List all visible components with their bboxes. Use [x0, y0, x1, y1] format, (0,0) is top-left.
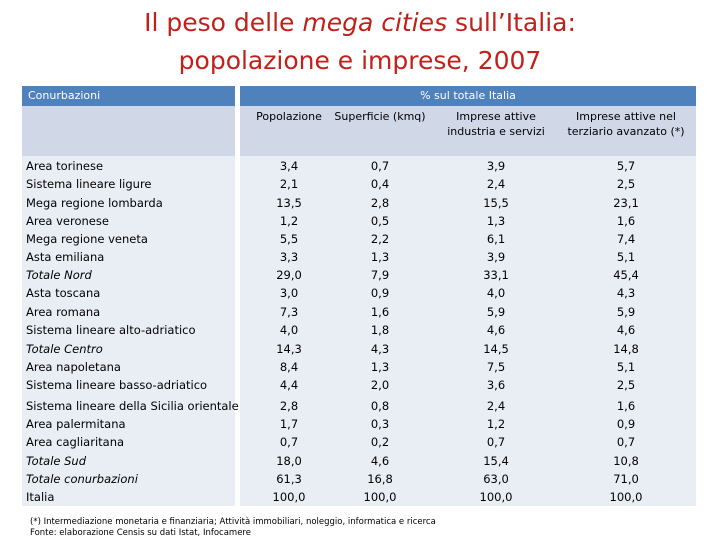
header-conurbazioni: Conurbazioni — [22, 86, 235, 106]
title-line-1 — [0, 4, 720, 42]
subheader-left-cell — [22, 106, 235, 156]
row-value-1: 100,0 — [272, 490, 306, 504]
row-value-4: 1,6 — [616, 399, 636, 413]
row-value-4: 5,1 — [616, 360, 636, 374]
row-value-1: 4,0 — [279, 323, 299, 337]
row-name: Sistema lineare alto-adriatico — [26, 323, 196, 337]
row-value-4: 5,7 — [616, 159, 636, 173]
column-header-terziario: Imprese attive nel terziario avanzato (*) — [567, 110, 685, 138]
row-value-3: 3,6 — [486, 378, 506, 392]
column-header-popolazione: Popolazione — [256, 110, 322, 123]
row-value-4: 0,9 — [616, 417, 636, 431]
row-value-4: 0,7 — [616, 435, 636, 449]
row-value-2: 1,8 — [370, 323, 390, 337]
row-value-2: 0,7 — [370, 159, 390, 173]
row-value-2: 7,9 — [370, 268, 390, 282]
row-value-3: 5,9 — [486, 305, 506, 319]
row-value-2: 1,6 — [370, 305, 390, 319]
row-value-4: 1,6 — [616, 214, 636, 228]
title-line-2: popolazione e imprese, 2007 — [178, 46, 542, 75]
footer-note: (*) Intermediazione monetaria e finanziaria; Attività immobiliari, noleggio, informatica e ricerca — [30, 517, 436, 527]
row-value-3: 7,5 — [486, 360, 506, 374]
row-value-2: 1,3 — [370, 360, 390, 374]
row-value-4: 4,6 — [616, 323, 636, 337]
page-title — [0, 4, 720, 80]
row-value-2: 16,8 — [367, 472, 393, 486]
row-value-3: 0,7 — [486, 435, 506, 449]
row-value-1: 2,1 — [279, 177, 299, 191]
row-value-4: 5,1 — [616, 250, 636, 264]
row-value-3: 6,1 — [486, 232, 506, 246]
column-header-superficie: Superficie (kmq) — [334, 110, 426, 123]
title-text-start: Il peso delle — [144, 8, 303, 37]
row-value-2: 0,4 — [370, 177, 390, 191]
row-name: Sistema lineare basso-adriatico — [26, 378, 208, 392]
row-value-4: 14,8 — [613, 342, 639, 356]
row-value-3: 15,4 — [483, 454, 509, 468]
row-value-2: 0,8 — [370, 399, 390, 413]
row-value-3: 33,1 — [483, 268, 509, 282]
title-text-end: sull’Italia: — [447, 8, 576, 37]
row-value-3: 4,6 — [486, 323, 506, 337]
row-value-4: 10,8 — [613, 454, 639, 468]
row-value-2: 2,8 — [370, 196, 390, 210]
row-value-1: 14,3 — [276, 342, 302, 356]
row-value-3: 2,4 — [486, 177, 506, 191]
row-name: Sistema lineare della Sicilia orientale — [26, 399, 239, 413]
row-name: Sistema lineare ligure — [26, 177, 152, 191]
row-value-2: 1,3 — [370, 250, 390, 264]
row-value-1: 2,8 — [279, 399, 299, 413]
row-value-3: 3,9 — [486, 159, 506, 173]
row-value-3: 2,4 — [486, 399, 506, 413]
row-name: Totale Sud — [26, 454, 87, 468]
row-name: Area veronese — [26, 214, 109, 228]
row-name: Mega regione lombarda — [26, 196, 163, 210]
row-value-2: 0,2 — [370, 435, 390, 449]
row-value-1: 13,5 — [276, 196, 302, 210]
row-value-1: 61,3 — [276, 472, 302, 486]
row-name: Italia — [26, 490, 55, 504]
row-value-2: 0,5 — [370, 214, 390, 228]
row-value-4: 2,5 — [616, 378, 636, 392]
title-text-italic: mega cities — [302, 8, 448, 37]
row-value-3: 4,0 — [486, 286, 506, 300]
row-name: Area cagliaritana — [26, 435, 125, 449]
row-value-2: 2,0 — [370, 378, 390, 392]
row-value-1: 8,4 — [279, 360, 299, 374]
row-name: Totale Nord — [26, 268, 92, 282]
row-value-2: 0,3 — [370, 417, 390, 431]
row-value-3: 1,2 — [486, 417, 506, 431]
row-value-1: 1,7 — [279, 417, 299, 431]
row-name: Asta emiliana — [26, 250, 105, 264]
row-value-2: 100,0 — [363, 490, 397, 504]
row-value-2: 4,6 — [370, 454, 390, 468]
row-value-3: 14,5 — [483, 342, 509, 356]
row-value-1: 29,0 — [276, 268, 302, 282]
row-value-4: 4,3 — [616, 286, 636, 300]
row-value-1: 4,4 — [279, 378, 299, 392]
row-value-1: 1,2 — [279, 214, 299, 228]
row-name: Totale Centro — [26, 342, 103, 356]
row-value-3: 1,3 — [486, 214, 506, 228]
row-value-1: 0,7 — [279, 435, 299, 449]
row-value-3: 100,0 — [479, 490, 513, 504]
row-name: Area torinese — [26, 159, 104, 173]
row-value-3: 3,9 — [486, 250, 506, 264]
row-value-1: 7,3 — [279, 305, 299, 319]
row-value-1: 18,0 — [276, 454, 302, 468]
row-value-4: 7,4 — [616, 232, 636, 246]
row-name: Area palermitana — [26, 417, 126, 431]
row-value-2: 2,2 — [370, 232, 390, 246]
footer-source: Fonte: elaborazione Censis su dati Istat, Infocamere — [30, 528, 251, 538]
row-value-3: 63,0 — [483, 472, 509, 486]
row-name: Area napoletana — [26, 360, 121, 374]
row-value-2: 0,9 — [370, 286, 390, 300]
row-value-1: 5,5 — [279, 232, 299, 246]
row-value-1: 3,3 — [279, 250, 299, 264]
header-percent-total: % sul totale Italia — [240, 86, 696, 106]
row-name: Area romana — [26, 305, 101, 319]
row-value-4: 5,9 — [616, 305, 636, 319]
row-value-3: 15,5 — [483, 196, 509, 210]
row-value-1: 3,4 — [279, 159, 299, 173]
row-name: Mega regione veneta — [26, 232, 148, 246]
row-name: Asta toscana — [26, 286, 101, 300]
row-value-4: 23,1 — [613, 196, 639, 210]
row-name: Totale conurbazioni — [26, 472, 138, 486]
row-value-4: 2,5 — [616, 177, 636, 191]
row-value-4: 71,0 — [613, 472, 639, 486]
row-value-1: 3,0 — [279, 286, 299, 300]
row-value-4: 100,0 — [609, 490, 643, 504]
column-header-imprese-attive: Imprese attive industria e servizi — [447, 110, 545, 138]
row-value-2: 4,3 — [370, 342, 390, 356]
row-value-4: 45,4 — [613, 268, 639, 282]
